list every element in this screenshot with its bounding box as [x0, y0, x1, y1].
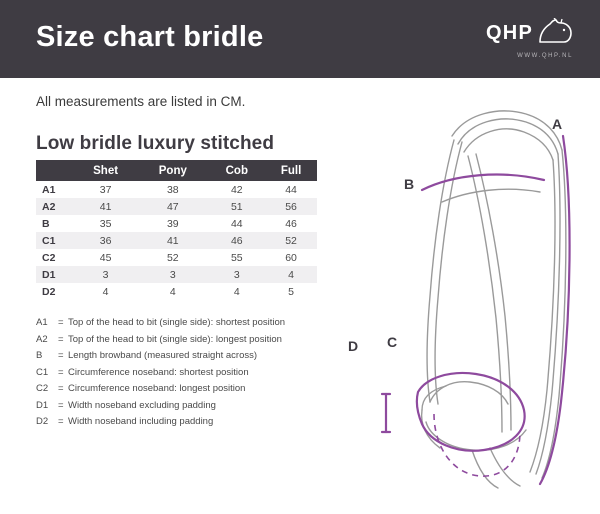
column-header-pony: Pony: [137, 160, 208, 181]
row-label: C2: [36, 249, 74, 266]
cell: 3: [137, 266, 208, 283]
table-head: [36, 160, 317, 181]
legend-equals: =: [58, 333, 64, 345]
cell: 56: [265, 198, 317, 215]
legend-text: Top of the head to bit (single side): longest position: [68, 333, 282, 345]
horse-head-icon: [538, 18, 574, 49]
row-label: D2: [36, 283, 74, 300]
legend-equals: =: [58, 317, 64, 328]
cell: 46: [265, 215, 317, 232]
legend-key: C2: [36, 383, 49, 394]
cell: 41: [137, 232, 208, 249]
legend-key: D1: [36, 399, 49, 411]
column-header-shet: Shet: [74, 160, 137, 181]
cell: 36: [74, 232, 137, 249]
legend-equals: =: [58, 399, 64, 411]
legend-item: [36, 315, 336, 332]
legend-item: [36, 398, 336, 415]
cell: 3: [208, 266, 265, 283]
row-label: D1: [36, 266, 74, 283]
row-label: A1: [36, 181, 74, 198]
cell: 5: [265, 283, 317, 300]
cell: 42: [208, 181, 265, 198]
logo-url: WWW.QHP.NL: [517, 52, 573, 59]
legend-text: Width noseband excluding padding: [68, 399, 216, 411]
legend-text: Circumference noseband: shortest position: [68, 366, 249, 378]
bridle-diagram: [330, 92, 592, 492]
cell: 44: [208, 215, 265, 232]
cell: 55: [208, 249, 265, 266]
legend-text: Top of the head to bit (single side): shortest position: [68, 317, 286, 328]
table-row: [36, 283, 317, 300]
legend-text: Circumference noseband: longest position: [68, 383, 246, 394]
cell: 4: [137, 283, 208, 300]
legend-equals: =: [58, 416, 64, 427]
legend-equals: =: [58, 366, 64, 378]
cell: 47: [137, 198, 208, 215]
table-row: [36, 232, 317, 249]
cell: 4: [208, 283, 265, 300]
bridle-illustration-svg: [330, 92, 592, 492]
column-header-full: Full: [265, 160, 317, 181]
row-label: B: [36, 215, 74, 232]
table-row: [36, 215, 317, 232]
table-body: [36, 181, 317, 300]
legend-list: [36, 315, 336, 431]
cell: 3: [74, 266, 137, 283]
measurements-table: [36, 160, 317, 300]
measure-line-c: [417, 373, 525, 451]
logo-row: [486, 18, 574, 49]
table-corner-cell: [36, 160, 74, 181]
cell: 39: [137, 215, 208, 232]
cell: 38: [137, 181, 208, 198]
brand-logo: [486, 18, 574, 61]
legend-key: B: [36, 350, 43, 361]
legend-item: [36, 381, 336, 398]
legend-text: Length browband (measured straight across): [68, 350, 258, 361]
section-title: Low bridle luxury stitched: [36, 133, 275, 154]
diagram-label-a: A: [552, 116, 563, 132]
logo-wordmark: QHP: [486, 22, 533, 44]
table-row: [36, 249, 317, 266]
table-header-row: [36, 160, 317, 181]
cell: 52: [265, 232, 317, 249]
cell: 60: [265, 249, 317, 266]
diagram-label-b: B: [404, 176, 415, 192]
cell: 51: [208, 198, 265, 215]
row-label: A2: [36, 198, 74, 215]
legend-equals: =: [58, 383, 64, 394]
page-header: [0, 0, 600, 78]
legend-key: A1: [36, 317, 48, 328]
legend-text: Width noseband including padding: [68, 416, 214, 427]
cell: 46: [208, 232, 265, 249]
page-title: Size chart bridle: [36, 20, 264, 53]
cell: 44: [265, 181, 317, 198]
diagram-label-c: C: [387, 334, 398, 350]
row-label: C1: [36, 232, 74, 249]
table-row: [36, 198, 317, 215]
legend-key: C1: [36, 366, 49, 378]
table-row: [36, 181, 317, 198]
column-header-cob: Cob: [208, 160, 265, 181]
legend-key: D2: [36, 416, 49, 427]
cell: 52: [137, 249, 208, 266]
legend-equals: =: [58, 350, 64, 361]
table-row: [36, 266, 317, 283]
legend-key: A2: [36, 333, 48, 345]
cell: 4: [74, 283, 137, 300]
intro-text: All measurements are listed in CM.: [36, 94, 246, 109]
diagram-label-d: D: [348, 338, 359, 354]
legend-item: [36, 332, 336, 349]
cell: 37: [74, 181, 137, 198]
cell: 4: [265, 266, 317, 283]
cell: 45: [74, 249, 137, 266]
legend-item: [36, 348, 336, 365]
cell: 35: [74, 215, 137, 232]
cell: 41: [74, 198, 137, 215]
legend-item: [36, 414, 336, 431]
legend-item: [36, 365, 336, 382]
